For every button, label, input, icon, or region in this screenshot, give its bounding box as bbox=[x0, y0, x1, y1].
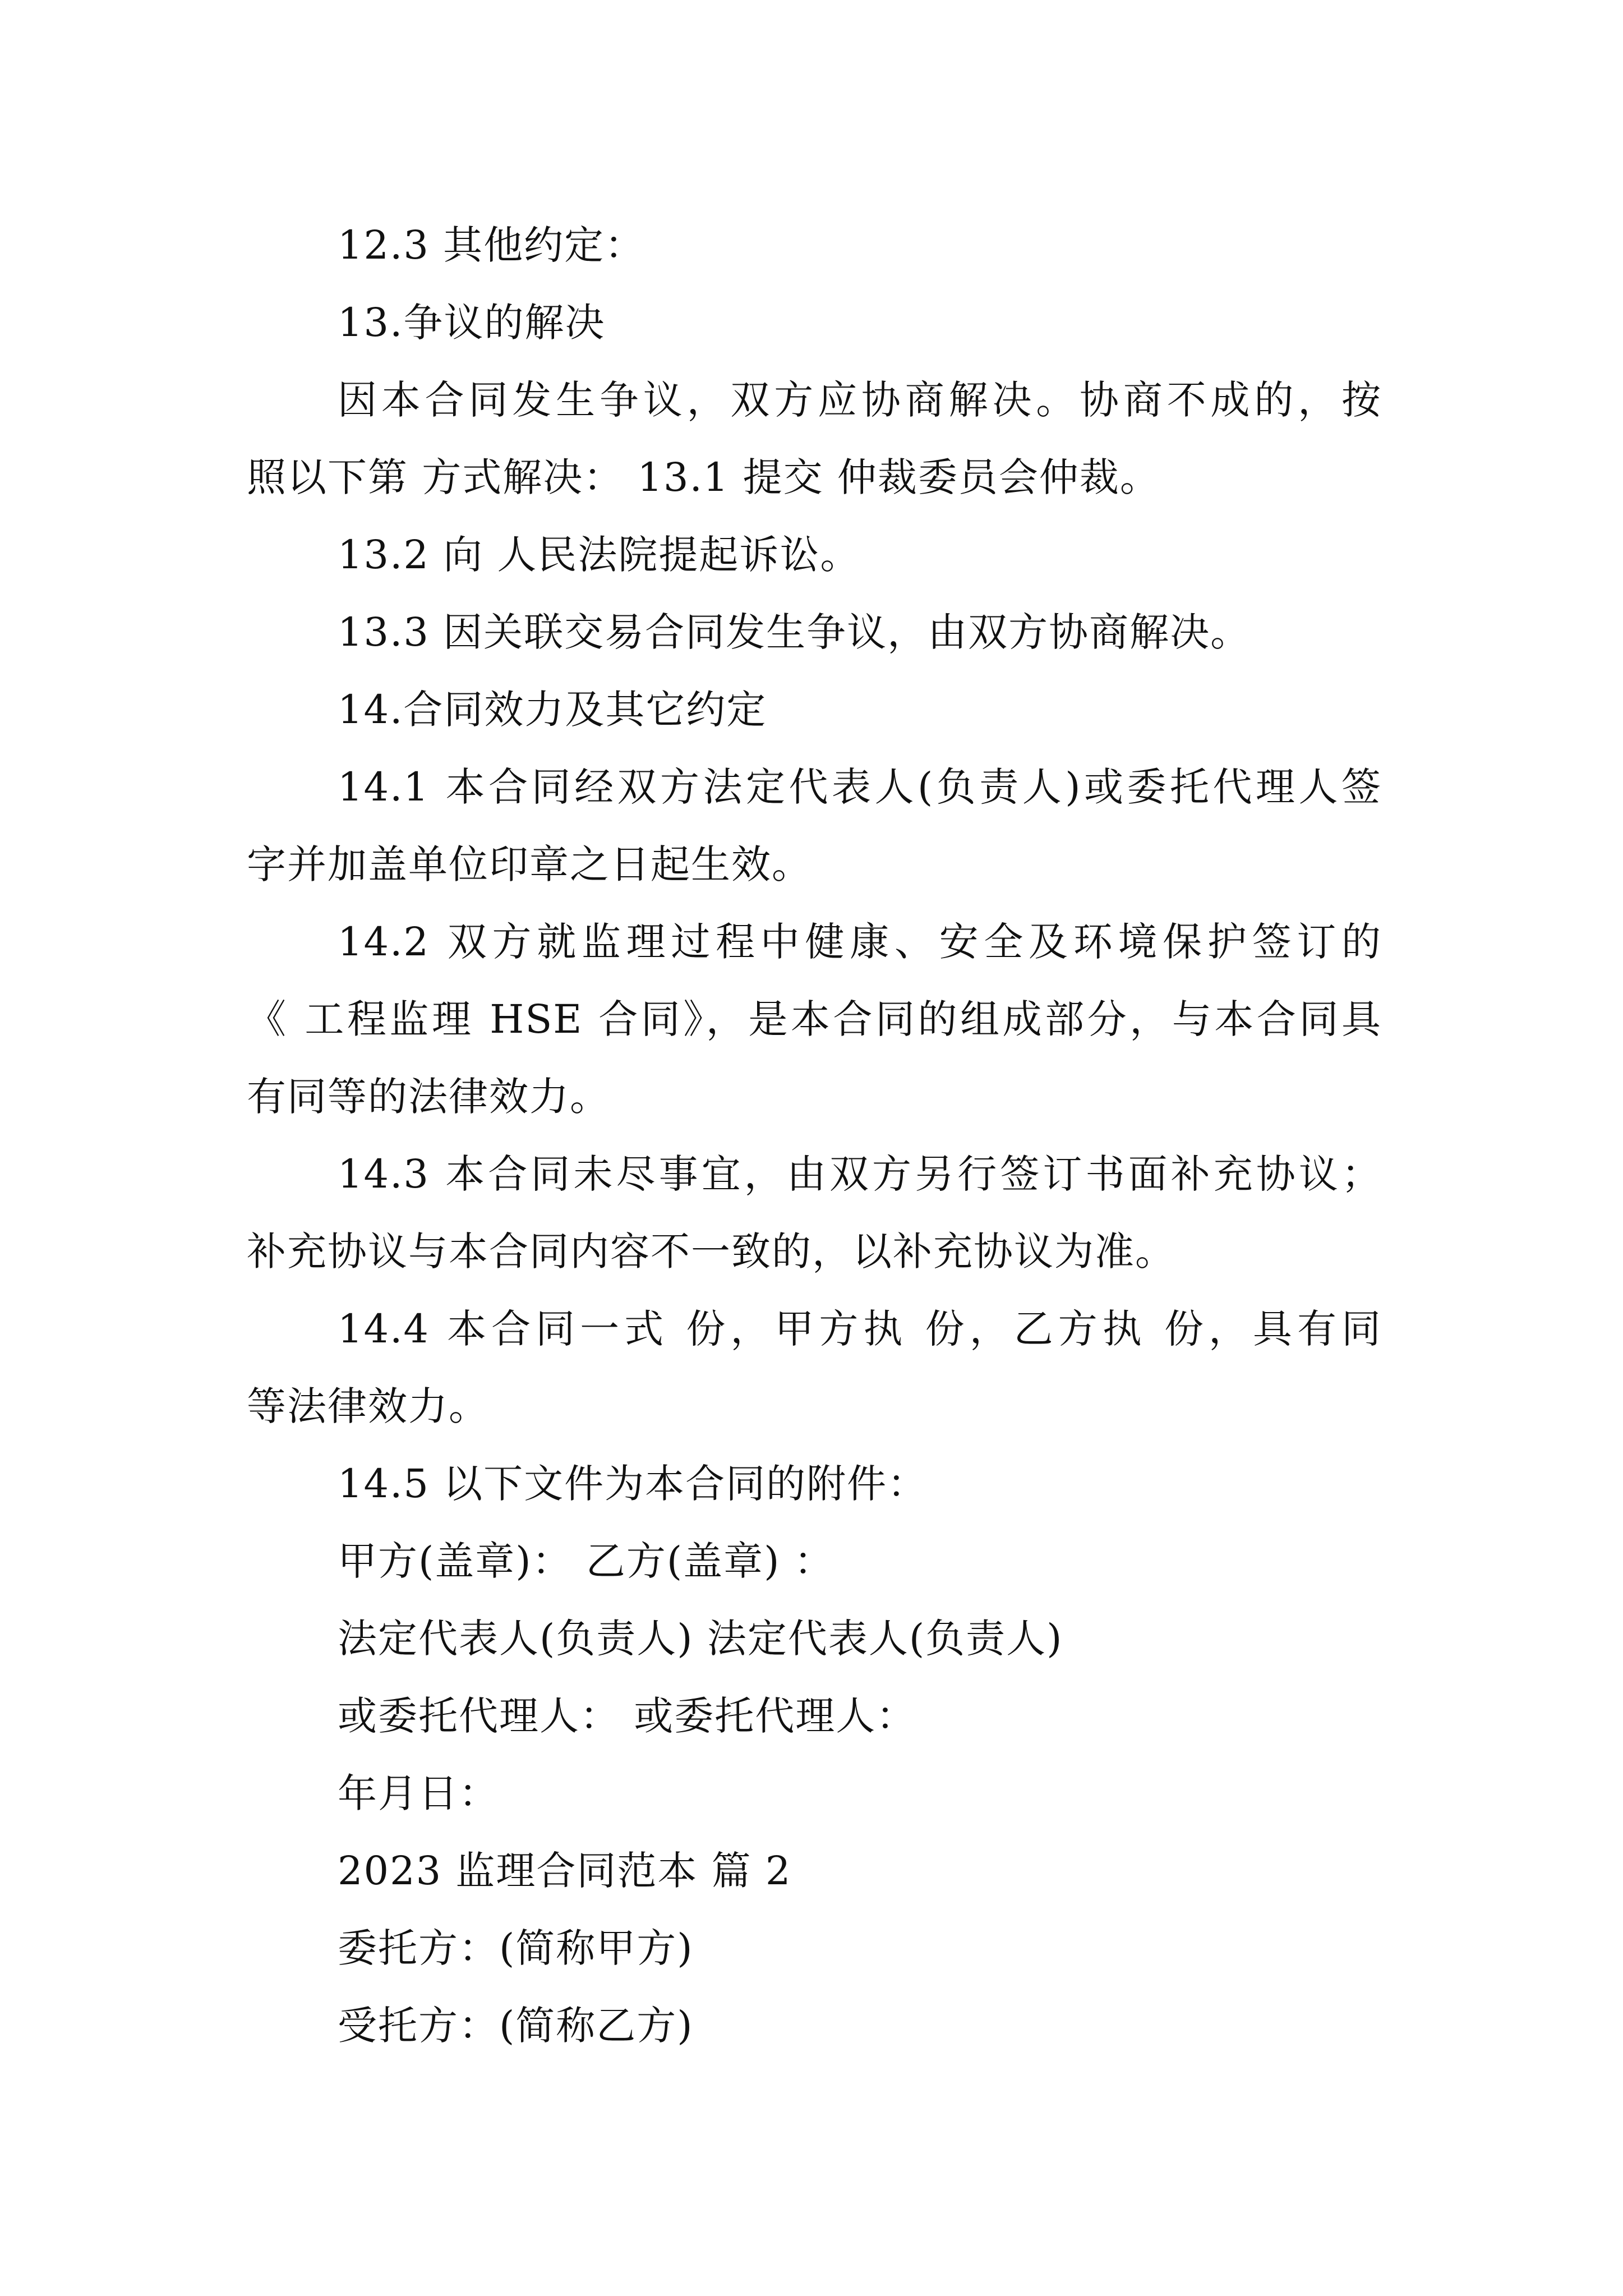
paragraph-line: 补充协议与本合同内容不一致的，以补充协议为准。 bbox=[247, 1228, 1175, 1274]
clause-13-2: 13.2 向 人民法院提起诉讼。 bbox=[338, 532, 861, 578]
clause-14-1: 14.1 本合同经双方法定代表人(负责人)或委托代理人签 bbox=[338, 764, 1382, 810]
signature-party-seals: 甲方(盖章)： 乙方(盖章) ： bbox=[338, 1538, 834, 1584]
clause-14-5: 14.5 以下文件为本合同的附件： bbox=[338, 1461, 928, 1507]
paragraph-line: 因本合同发生争议，双方应协商解决。协商不成的，按 bbox=[338, 377, 1382, 423]
clause-14-4: 14.4 本合同一式 份，甲方执 份，乙方执 份，具有同 bbox=[338, 1306, 1382, 1352]
clause-14-3: 14.3 本合同未尽事宜，由双方另行签订书面补充协议； bbox=[338, 1151, 1382, 1197]
paragraph-line: 《 工程监理 HSE 合同》，是本合同的组成部分，与本合同具 bbox=[247, 996, 1382, 1042]
clause-14-2: 14.2 双方就监理过程中健康、安全及环境保护签订的 bbox=[338, 919, 1382, 965]
section-13-heading: 13.争议的解决 bbox=[338, 300, 606, 346]
signature-agents: 或委托代理人： 或委托代理人： bbox=[338, 1693, 917, 1739]
template-title: 2023 监理合同范本 篇 2 bbox=[338, 1848, 792, 1894]
clause-13-3: 13.3 因关联交易合同发生争议，由双方协商解决。 bbox=[338, 609, 1251, 655]
paragraph-line: 字并加盖单位印章之日起生效。 bbox=[247, 841, 812, 887]
contractor-party-line: 受托方：(简称乙方) bbox=[338, 2003, 694, 2049]
section-14-heading: 14.合同效力及其它约定 bbox=[338, 687, 767, 733]
document-body bbox=[247, 206, 1382, 2064]
paragraph-line: 有同等的法律效力。 bbox=[247, 1074, 610, 1120]
paragraph-line: 等法律效力。 bbox=[247, 1383, 489, 1429]
client-party-line: 委托方：(简称甲方) bbox=[338, 1925, 694, 1971]
signature-legal-representatives: 法定代表人(负责人) 法定代表人(负责人) bbox=[338, 1616, 1063, 1662]
clause-12-3: 12.3 其他约定： bbox=[338, 222, 645, 268]
paragraph-line: 照以下第 方式解决： 13.1 提交 仲裁委员会仲裁。 bbox=[247, 454, 1160, 500]
signature-date: 年月日： bbox=[338, 1770, 499, 1816]
